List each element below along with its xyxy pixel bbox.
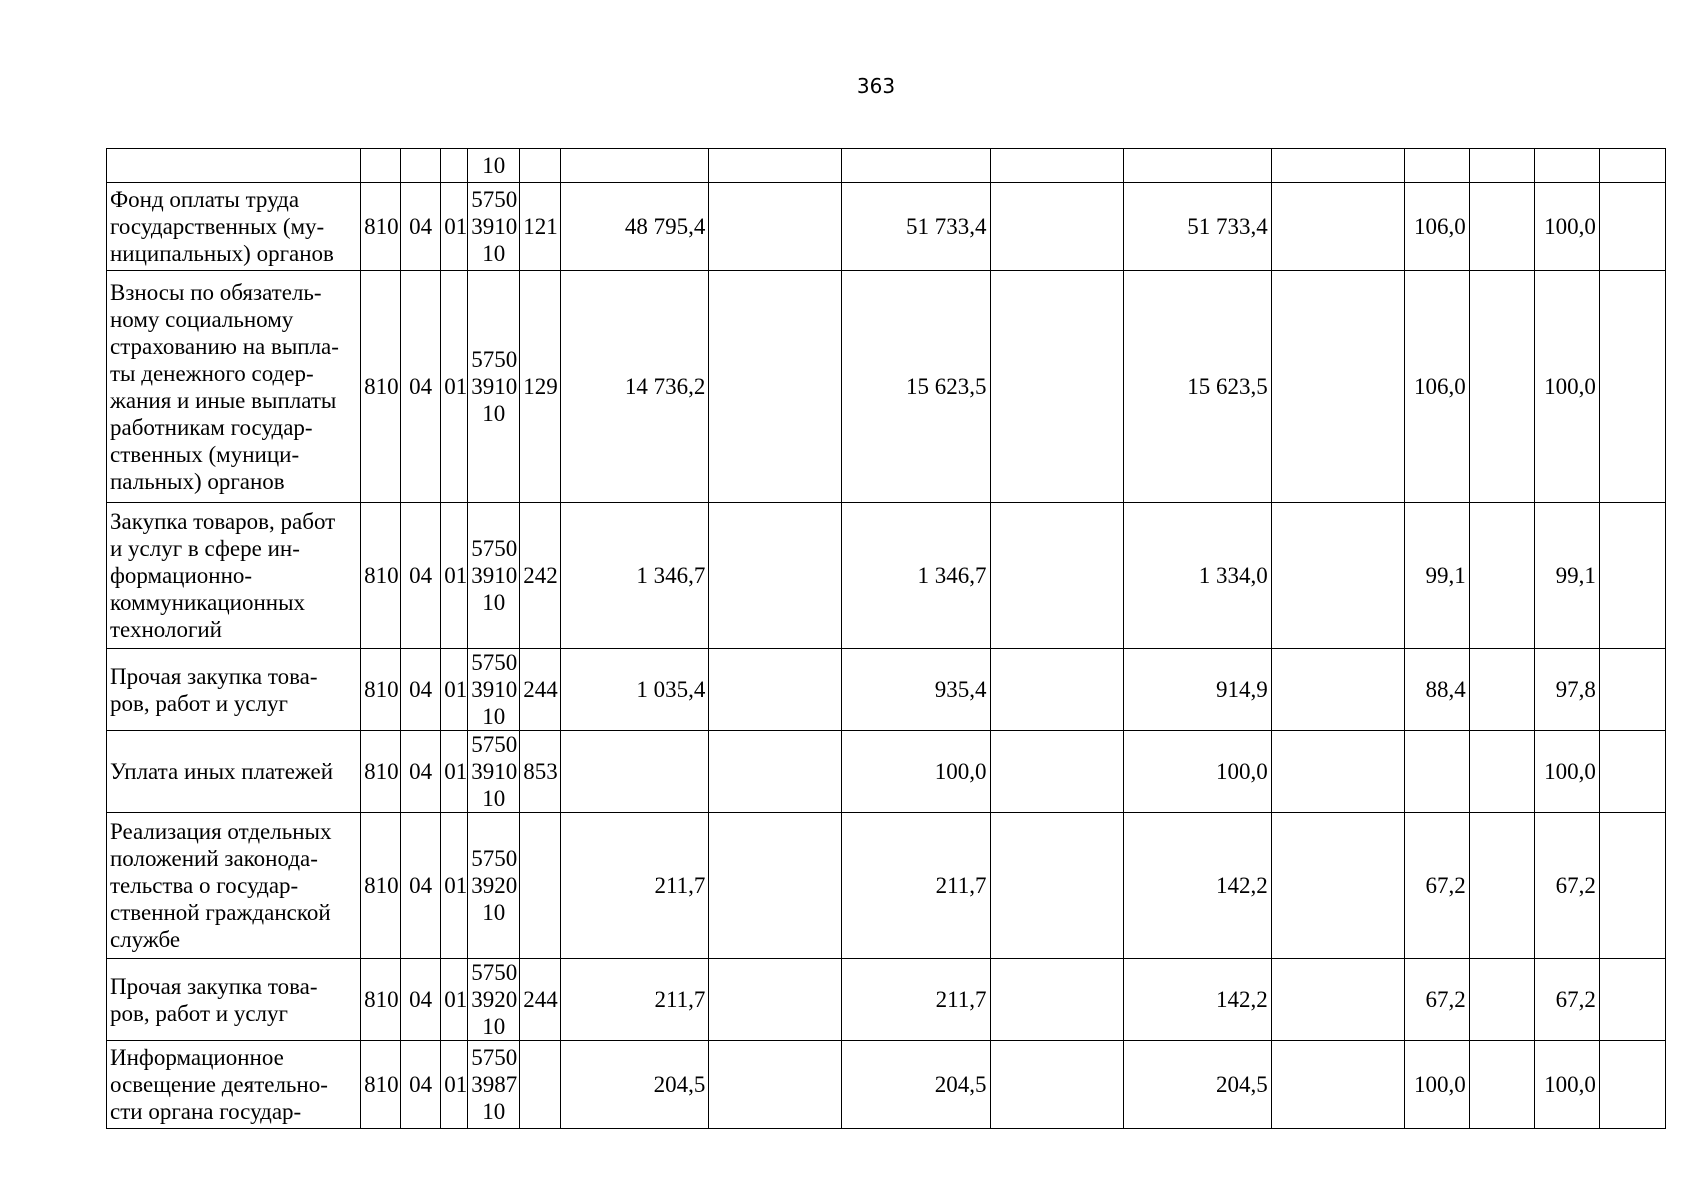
empty-cell — [1469, 271, 1534, 503]
section-code-cell: 04 — [401, 959, 441, 1041]
amount-3-cell: 142,2 — [1123, 959, 1271, 1041]
target-article-code-part: 5750 — [471, 960, 518, 985]
row-name-cell: Взносы по обязатель- ному социальному страхованию на выпла- ты денежного содер- жания и иные выплаты работникам государ- ственных (муници- пальных) органов — [107, 271, 361, 503]
amount-1-cell: 204,5 — [561, 1041, 709, 1129]
amount-1-cell — [561, 731, 709, 813]
empty-cell — [1271, 149, 1404, 183]
amount-3-cell: 15 623,5 — [1123, 271, 1271, 503]
percent-1-cell: 67,2 — [1404, 959, 1469, 1041]
target-article-code-part: 3910 — [471, 677, 518, 702]
target-article-code-part: 5750 — [471, 732, 518, 757]
expense-type-cell: 853 — [520, 731, 561, 813]
section-code-cell — [401, 149, 441, 183]
empty-cell — [1271, 271, 1404, 503]
table-row — [107, 503, 1666, 649]
admin-code-cell: 810 — [361, 503, 401, 649]
expense-type-cell: 129 — [520, 271, 561, 503]
amount-1-cell: 14 736,2 — [561, 271, 709, 503]
row-name-cell: Прочая закупка това- ров, работ и услуг — [107, 649, 361, 731]
target-article-code-part: 3910 — [471, 374, 518, 399]
table-row — [107, 183, 1666, 271]
empty-cell — [990, 731, 1123, 813]
table-row — [107, 959, 1666, 1041]
empty-cell — [1599, 149, 1665, 183]
target-article-code-part: 5750 — [471, 347, 518, 372]
row-name-cell: Реализация отдельных положений законода- тельства о государ- ственной гражданской службе — [107, 813, 361, 959]
target-article-code-part: 10 — [482, 590, 506, 615]
percent-2-cell: 97,8 — [1534, 649, 1599, 731]
percent-1-cell — [1404, 149, 1469, 183]
empty-cell — [1271, 183, 1404, 271]
empty-cell — [1469, 813, 1534, 959]
expense-type-cell — [520, 1041, 561, 1129]
empty-cell — [1599, 731, 1665, 813]
target-article-code-part: 10 — [482, 153, 506, 178]
target-article-code-cell — [468, 149, 520, 183]
empty-cell — [990, 959, 1123, 1041]
target-article-code-part: 5750 — [471, 650, 518, 675]
empty-cell — [1599, 649, 1665, 731]
page-number: 363 — [856, 74, 896, 98]
empty-cell — [1271, 503, 1404, 649]
row-name-cell: Информационное освещение деятельно- сти органа государ- — [107, 1041, 361, 1129]
empty-cell — [1469, 649, 1534, 731]
empty-cell — [1599, 183, 1665, 271]
subsection-code-cell: 01 — [441, 271, 468, 503]
table-row — [107, 271, 1666, 503]
empty-cell — [990, 813, 1123, 959]
target-article-code-part: 3910 — [471, 759, 518, 784]
amount-2-cell: 204,5 — [842, 1041, 990, 1129]
empty-cell — [709, 731, 842, 813]
amount-3-cell: 100,0 — [1123, 731, 1271, 813]
percent-2-cell: 100,0 — [1534, 271, 1599, 503]
empty-cell — [990, 503, 1123, 649]
target-article-code-part: 10 — [482, 401, 506, 426]
empty-cell — [1469, 731, 1534, 813]
empty-cell — [1271, 731, 1404, 813]
target-article-code-part: 5750 — [471, 187, 518, 212]
empty-cell — [709, 183, 842, 271]
admin-code-cell: 810 — [361, 183, 401, 271]
empty-cell — [990, 149, 1123, 183]
empty-cell — [1599, 503, 1665, 649]
row-name-cell: Уплата иных платежей — [107, 731, 361, 813]
subsection-code-cell — [441, 149, 468, 183]
admin-code-cell: 810 — [361, 959, 401, 1041]
admin-code-cell: 810 — [361, 731, 401, 813]
table-row — [107, 813, 1666, 959]
percent-2-cell: 99,1 — [1534, 503, 1599, 649]
target-article-code-part: 10 — [482, 704, 506, 729]
budget-table — [106, 148, 1666, 1129]
subsection-code-cell: 01 — [441, 813, 468, 959]
percent-2-cell: 100,0 — [1534, 1041, 1599, 1129]
target-article-code-part: 3910 — [471, 563, 518, 588]
empty-cell — [1599, 1041, 1665, 1129]
amount-2-cell: 211,7 — [842, 959, 990, 1041]
percent-2-cell: 67,2 — [1534, 959, 1599, 1041]
row-name-cell: Прочая закупка това- ров, работ и услуг — [107, 959, 361, 1041]
empty-cell — [1271, 959, 1404, 1041]
target-article-code-part: 10 — [482, 786, 506, 811]
target-article-code-part: 10 — [482, 1014, 506, 1039]
empty-cell — [990, 649, 1123, 731]
amount-2-cell: 1 346,7 — [842, 503, 990, 649]
empty-cell — [1599, 813, 1665, 959]
expense-type-cell: 244 — [520, 649, 561, 731]
empty-cell — [1599, 271, 1665, 503]
percent-1-cell: 100,0 — [1404, 1041, 1469, 1129]
section-code-cell: 04 — [401, 649, 441, 731]
subsection-code-cell: 01 — [441, 183, 468, 271]
percent-1-cell: 99,1 — [1404, 503, 1469, 649]
amount-2-cell: 100,0 — [842, 731, 990, 813]
target-article-code-cell — [468, 649, 520, 731]
amount-2-cell: 51 733,4 — [842, 183, 990, 271]
table-row — [107, 149, 1666, 183]
empty-cell — [709, 503, 842, 649]
subsection-code-cell: 01 — [441, 503, 468, 649]
amount-2-cell: 211,7 — [842, 813, 990, 959]
empty-cell — [709, 649, 842, 731]
table-row — [107, 731, 1666, 813]
target-article-code-part: 3920 — [471, 873, 518, 898]
row-name-cell: Фонд оплаты труда государственных (му- ниципальных) органов — [107, 183, 361, 271]
amount-2-cell — [842, 149, 990, 183]
amount-1-cell: 1 346,7 — [561, 503, 709, 649]
empty-cell — [1271, 1041, 1404, 1129]
row-name-cell: Закупка товаров, работ и услуг в сфере ин- формационно- коммуникационных технологий — [107, 503, 361, 649]
empty-cell — [709, 959, 842, 1041]
empty-cell — [1271, 649, 1404, 731]
expense-type-cell: 242 — [520, 503, 561, 649]
percent-1-cell: 88,4 — [1404, 649, 1469, 731]
target-article-code-cell — [468, 1041, 520, 1129]
target-article-code-part: 10 — [482, 241, 506, 266]
percent-1-cell: 67,2 — [1404, 813, 1469, 959]
amount-3-cell: 914,9 — [1123, 649, 1271, 731]
amount-3-cell: 204,5 — [1123, 1041, 1271, 1129]
empty-cell — [1469, 183, 1534, 271]
percent-1-cell: 106,0 — [1404, 271, 1469, 503]
amount-1-cell: 211,7 — [561, 813, 709, 959]
empty-cell — [1469, 1041, 1534, 1129]
target-article-code-cell — [468, 731, 520, 813]
admin-code-cell — [361, 149, 401, 183]
amount-3-cell: 142,2 — [1123, 813, 1271, 959]
expense-type-cell — [520, 813, 561, 959]
amount-3-cell: 51 733,4 — [1123, 183, 1271, 271]
empty-cell — [1469, 959, 1534, 1041]
section-code-cell: 04 — [401, 183, 441, 271]
empty-cell — [709, 149, 842, 183]
empty-cell — [709, 1041, 842, 1129]
amount-2-cell: 15 623,5 — [842, 271, 990, 503]
target-article-code-part: 3920 — [471, 987, 518, 1012]
admin-code-cell: 810 — [361, 271, 401, 503]
section-code-cell: 04 — [401, 813, 441, 959]
admin-code-cell: 810 — [361, 813, 401, 959]
row-name-cell — [107, 149, 361, 183]
percent-1-cell — [1404, 731, 1469, 813]
amount-3-cell: 1 334,0 — [1123, 503, 1271, 649]
subsection-code-cell: 01 — [441, 731, 468, 813]
subsection-code-cell: 01 — [441, 649, 468, 731]
table-row — [107, 1041, 1666, 1129]
empty-cell — [1599, 959, 1665, 1041]
target-article-code-part: 10 — [482, 1099, 506, 1124]
target-article-code-cell — [468, 183, 520, 271]
empty-cell — [990, 271, 1123, 503]
empty-cell — [709, 271, 842, 503]
empty-cell — [709, 813, 842, 959]
target-article-code-part: 3987 — [471, 1072, 518, 1097]
amount-1-cell: 211,7 — [561, 959, 709, 1041]
section-code-cell: 04 — [401, 1041, 441, 1129]
amount-2-cell: 935,4 — [842, 649, 990, 731]
expense-type-cell — [520, 149, 561, 183]
percent-2-cell: 100,0 — [1534, 731, 1599, 813]
target-article-code-cell — [468, 813, 520, 959]
amount-1-cell: 1 035,4 — [561, 649, 709, 731]
subsection-code-cell: 01 — [441, 1041, 468, 1129]
target-article-code-part: 5750 — [471, 1045, 518, 1070]
expense-type-cell: 121 — [520, 183, 561, 271]
amount-1-cell: 48 795,4 — [561, 183, 709, 271]
empty-cell — [1469, 149, 1534, 183]
empty-cell — [990, 183, 1123, 271]
empty-cell — [990, 1041, 1123, 1129]
amount-1-cell — [561, 149, 709, 183]
admin-code-cell: 810 — [361, 1041, 401, 1129]
section-code-cell: 04 — [401, 731, 441, 813]
subsection-code-cell: 01 — [441, 959, 468, 1041]
admin-code-cell: 810 — [361, 649, 401, 731]
section-code-cell: 04 — [401, 271, 441, 503]
percent-2-cell — [1534, 149, 1599, 183]
amount-3-cell — [1123, 149, 1271, 183]
table-row — [107, 649, 1666, 731]
target-article-code-cell — [468, 959, 520, 1041]
target-article-code-part: 5750 — [471, 846, 518, 871]
expense-type-cell: 244 — [520, 959, 561, 1041]
target-article-code-cell — [468, 503, 520, 649]
empty-cell — [1271, 813, 1404, 959]
percent-2-cell: 100,0 — [1534, 183, 1599, 271]
percent-2-cell: 67,2 — [1534, 813, 1599, 959]
target-article-code-part: 5750 — [471, 536, 518, 561]
section-code-cell: 04 — [401, 503, 441, 649]
percent-1-cell: 106,0 — [1404, 183, 1469, 271]
target-article-code-part: 3910 — [471, 214, 518, 239]
empty-cell — [1469, 503, 1534, 649]
target-article-code-part: 10 — [482, 900, 506, 925]
target-article-code-cell — [468, 271, 520, 503]
